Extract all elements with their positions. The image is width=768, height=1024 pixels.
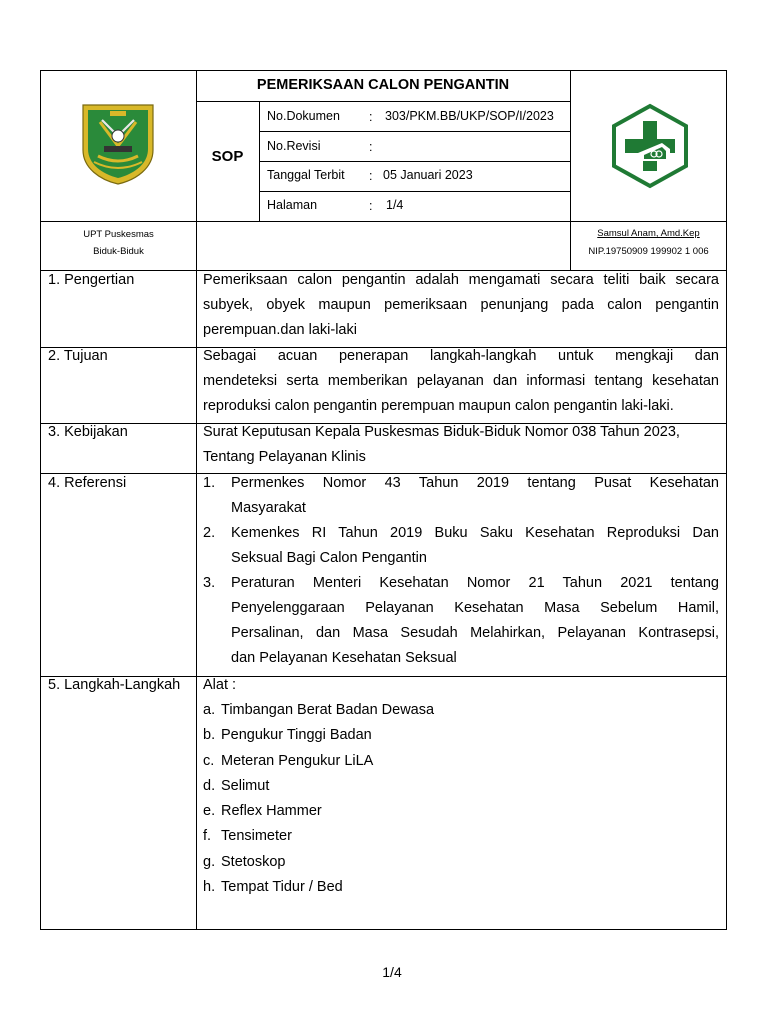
text-line: Pemeriksaan calon pengantin adalah mengamati secara teliti baik secara <box>203 272 719 288</box>
text-line: Masyarakat <box>231 500 306 516</box>
list-letter: b. <box>203 727 216 744</box>
institution-name: UPT Puskesmas <box>83 229 154 240</box>
list-item <box>203 850 719 875</box>
table-border-right <box>726 70 727 930</box>
list-item <box>203 799 719 824</box>
list-text: Selimut <box>221 777 270 794</box>
meta-sep: : <box>369 199 373 213</box>
list-item <box>203 471 719 521</box>
table-border-left <box>40 70 41 930</box>
list-text: Tempat Tidur / Bed <box>221 879 343 896</box>
text-line: reproduksi calon pengantin perempuan maupun calon pengantin laki-laki. <box>203 398 674 414</box>
text-line: perempuan.dan laki-laki <box>203 322 357 338</box>
meta-label-tanggal-terbit: Tanggal Terbit <box>267 168 345 182</box>
list-text: Reflex Hammer <box>221 803 322 820</box>
list-text: Timbangan Berat Badan Dewasa <box>221 702 435 718</box>
meta-value-no-dokumen: 303/PKM.BB/UKP/SOP/I/2023 <box>385 109 554 123</box>
section-label-langkah: 5. Langkah-Langkah <box>48 677 181 693</box>
meta-sep: : <box>369 140 373 154</box>
institution-location: Biduk-Biduk <box>93 246 144 257</box>
table-border-top <box>40 70 727 71</box>
text-line: Permenkes Nomor 43 Tahun 2019 tentang Pusat Kesehatan <box>231 475 719 491</box>
section-label-pengertian: 1. Pengertian <box>48 272 135 288</box>
list-text: Tensimeter <box>221 828 292 845</box>
list-letter: d. <box>203 777 216 794</box>
list-letter: f. <box>203 828 212 845</box>
sop-label: SOP <box>211 148 244 165</box>
text-line: Seksual Bagi Calon Pengantin <box>231 550 427 566</box>
list-letter: g. <box>203 853 216 870</box>
list-item <box>203 521 719 571</box>
section-label-kebijakan: 3. Kebijakan <box>48 424 128 440</box>
table-divider-label-col <box>196 70 197 930</box>
text-line: Peraturan Menteri Kesehatan Nomor 21 Tahun 2021 tentang <box>231 575 719 591</box>
puskesmas-cross-logo-icon <box>610 103 690 189</box>
meta-label-halaman: Halaman <box>267 198 318 212</box>
meta-row-divider-3 <box>259 191 570 192</box>
signatory-name: Samsul Anam, Amd.Kep <box>597 228 700 239</box>
list-item <box>203 774 719 799</box>
meta-value-halaman: 1/4 <box>386 198 404 212</box>
section-content-kebijakan <box>203 420 719 470</box>
text-line: Persalinan, dan Masa Sesudah Melahirkan, Pelayanan Kontrasepsi, <box>231 625 719 641</box>
header-logo-row-divider <box>40 221 727 222</box>
text-line: Tentang Pelayanan Klinis <box>203 449 366 465</box>
text-line: dan Pelayanan Kesehatan Seksual <box>231 650 457 666</box>
meta-sep: : <box>369 169 373 183</box>
meta-label-no-dokumen: No.Dokumen <box>267 109 340 123</box>
list-letter: c. <box>203 752 215 769</box>
list-number: 2. <box>203 525 216 541</box>
text-line: mendeteksi serta memberikan pelayanan dan informasi tentang kesehatan <box>203 373 719 389</box>
text-line: Kemenkes RI Tahun 2019 Buku Saku Kesehatan Reproduksi Dan <box>231 525 719 541</box>
list-letter: e. <box>203 803 216 820</box>
list-letter: a. <box>203 702 216 718</box>
list-item <box>203 571 719 671</box>
list-text: Stetoskop <box>221 853 286 870</box>
list-letter: h. <box>203 879 216 896</box>
text-line: subyek, obyek maupun pemeriksaan penunjang pada calon pengantin <box>203 297 719 313</box>
page-number: 1/4 <box>382 964 402 980</box>
list-text: Pengukur Tinggi Badan <box>221 727 372 744</box>
table-divider-right-header <box>570 70 571 270</box>
section-content-tujuan <box>203 344 719 419</box>
reference-list <box>203 471 719 671</box>
list-number: 1. <box>203 475 216 491</box>
table-border-bottom <box>40 929 727 930</box>
list-item <box>203 723 719 748</box>
list-item <box>203 698 719 723</box>
header-title-divider <box>196 101 570 102</box>
list-number: 3. <box>203 575 216 591</box>
section-label-tujuan: 2. Tujuan <box>48 348 108 364</box>
section-label-referensi: 4. Referensi <box>48 475 127 491</box>
list-text: Meteran Pengukur LiLA <box>221 752 374 769</box>
meta-label-no-revisi: No.Revisi <box>267 139 321 153</box>
tools-list <box>203 698 719 900</box>
section-content-pengertian <box>203 268 719 343</box>
list-item <box>203 749 719 774</box>
meta-row-divider-2 <box>259 161 570 162</box>
meta-value-tanggal-terbit: 05 Januari 2023 <box>383 168 473 182</box>
tools-heading: Alat : <box>203 677 237 693</box>
list-item <box>203 824 719 849</box>
signatory-nip: NIP.19750909 199902 1 006 <box>588 246 709 257</box>
meta-sep: : <box>369 110 373 124</box>
list-item <box>203 875 719 900</box>
text-line: Penyelenggaraan Pelayanan Kesehatan Masa Sebelum Hamil, <box>231 600 719 616</box>
text-line: Surat Keputusan Kepala Puskesmas Biduk-Biduk Nomor 038 Tahun 2023, <box>203 424 680 440</box>
text-line: Sebagai acuan penerapan langkah-langkah untuk mengkaji dan <box>203 348 719 364</box>
document-title: PEMERIKSAAN CALON PENGANTIN <box>256 77 510 93</box>
regional-emblem-icon <box>80 102 156 186</box>
meta-row-divider-1 <box>259 131 570 132</box>
